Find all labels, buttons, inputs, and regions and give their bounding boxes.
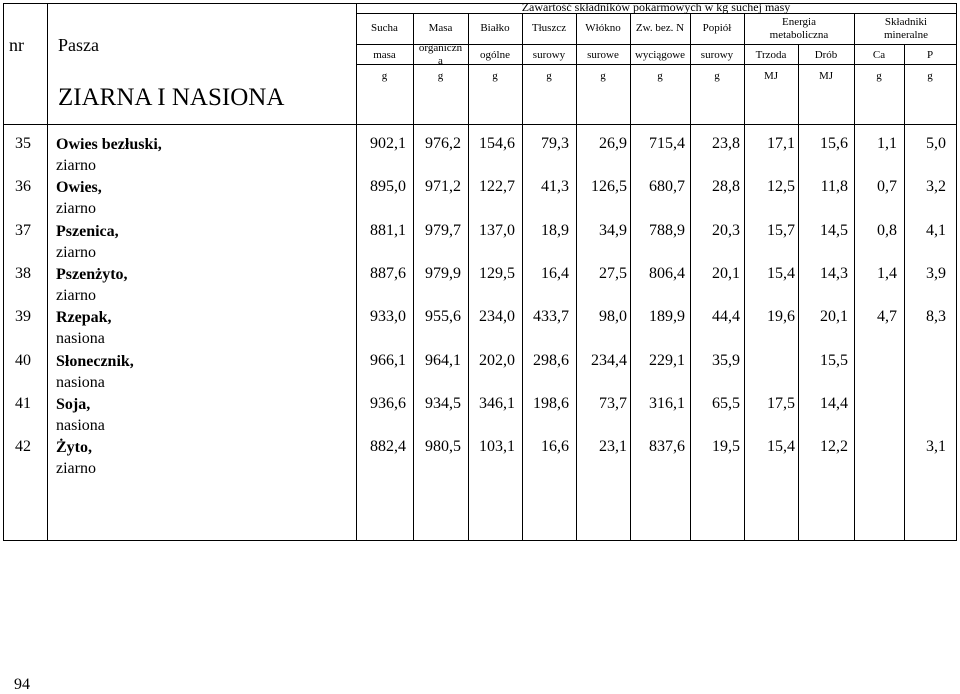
table-cell: 126,5 (591, 178, 627, 195)
col-header-skladniki: Składniki mineralne (884, 16, 928, 41)
table-cell: 8,3 (926, 308, 946, 325)
table-cell: 35,9 (712, 352, 740, 369)
table-cell: 346,1 (479, 395, 515, 412)
table-cell: 979,9 (425, 265, 461, 282)
table-cell: 234,0 (479, 308, 515, 325)
col-header-bialko: Białko (480, 22, 510, 34)
table-cell: 15,4 (767, 265, 795, 282)
table-cell: 79,3 (541, 135, 569, 152)
feed-name: Soja, (56, 396, 91, 413)
table-cell: 966,1 (370, 352, 406, 369)
row-feed-name (56, 178, 102, 198)
table-cell: 680,7 (649, 178, 685, 195)
col-subheader-surowy-2: surowy (700, 49, 734, 61)
unit-label: g (657, 70, 663, 82)
table-cell: 20,1 (712, 265, 740, 282)
row-nr: 37 (15, 222, 31, 239)
col-subheader-ogolne: ogólne (480, 49, 510, 61)
unit-label: MJ (818, 70, 834, 82)
table-cell: 976,2 (425, 135, 461, 152)
table-cell: 5,0 (926, 135, 946, 152)
col-divider (47, 3, 48, 541)
col-subheader-p: P (926, 49, 934, 61)
feed-form: nasiona (56, 374, 105, 391)
feed-form: ziarno (56, 460, 96, 477)
col-subheader-organiczna: organiczna (418, 42, 463, 67)
table-cell: 14,4 (820, 395, 848, 412)
table-cell: 936,6 (370, 395, 406, 412)
table-cell: 137,0 (479, 222, 515, 239)
feed-form: ziarno (56, 287, 96, 304)
row-nr: 36 (15, 178, 31, 195)
table-cell: 16,6 (541, 438, 569, 455)
table-cell: 65,5 (712, 395, 740, 412)
col-header-energia: Energia metaboliczna (769, 16, 829, 41)
col-subheader-masa: masa (373, 49, 396, 61)
unit-label: MJ (763, 70, 779, 82)
col-header-wlokno: Włókno (585, 22, 621, 34)
feed-form: ziarno (56, 244, 96, 261)
table-cell: 934,5 (425, 395, 461, 412)
table-cell: 15,6 (820, 135, 848, 152)
feed-name: Słonecznik, (56, 353, 134, 370)
table-cell: 788,9 (649, 222, 685, 239)
table-cell: 23,1 (599, 438, 627, 455)
table-cell: 202,0 (479, 352, 515, 369)
col-subheader-surowy: surowy (532, 49, 566, 61)
unit-label: g (600, 70, 606, 82)
row-feed-name (56, 438, 92, 458)
feed-name: Żyto, (56, 439, 92, 456)
table-cell: 316,1 (649, 395, 685, 412)
table-cell: 11,8 (820, 178, 848, 195)
unit-label: g (546, 70, 552, 82)
table-right-border (956, 3, 957, 541)
table-cell: 15,5 (820, 352, 848, 369)
unit-label: g (381, 70, 388, 82)
feed-name: Owies, (56, 179, 102, 196)
table-cell: 41,3 (541, 178, 569, 195)
table-cell: 979,7 (425, 222, 461, 239)
feed-form: nasiona (56, 330, 105, 347)
table-cell: 17,1 (767, 135, 795, 152)
unit-label: g (927, 70, 933, 82)
feed-name: Rzepak, (56, 309, 112, 326)
header-nr: nr (9, 35, 24, 55)
col-subheader-drob: Drób (814, 49, 838, 61)
table-cell: 154,6 (479, 135, 515, 152)
table-cell: 20,1 (820, 308, 848, 325)
row-feed-name (56, 135, 162, 155)
row-feed-name (56, 222, 119, 242)
row-nr: 41 (15, 395, 31, 412)
unit-label: g (492, 70, 498, 82)
table-cell: 19,5 (712, 438, 740, 455)
table-cell: 14,5 (820, 222, 848, 239)
col-header-zw-bez-n: Zw. bez. N (635, 22, 685, 34)
table-cell: 189,9 (649, 308, 685, 325)
col-subheader-wyciagowe: wyciągowe (634, 49, 686, 61)
table-cell: 881,1 (370, 222, 406, 239)
unit-label: g (876, 70, 882, 82)
table-cell: 44,4 (712, 308, 740, 325)
feed-form: nasiona (56, 417, 105, 434)
table-cell: 73,7 (599, 395, 627, 412)
table-cell: 806,4 (649, 265, 685, 282)
table-cell: 103,1 (479, 438, 515, 455)
table-cell: 26,9 (599, 135, 627, 152)
table-cell: 23,8 (712, 135, 740, 152)
table-cell: 1,1 (877, 135, 897, 152)
table-cell: 16,4 (541, 265, 569, 282)
table-cell: 17,5 (767, 395, 795, 412)
col-subheader-ca: Ca (872, 49, 886, 61)
table-cell: 12,2 (820, 438, 848, 455)
table-cell: 4,7 (877, 308, 897, 325)
table-cell: 198,6 (533, 395, 569, 412)
table-cell: 15,4 (767, 438, 795, 455)
table-cell: 895,0 (370, 178, 406, 195)
feed-name: Owies bezłuski, (56, 136, 162, 153)
table-cell: 971,2 (425, 178, 461, 195)
unit-label: g (437, 70, 444, 82)
table-cell: 3,2 (926, 178, 946, 195)
row-nr: 38 (15, 265, 31, 282)
header-bottom-border (3, 124, 957, 125)
table-left-border (3, 3, 4, 541)
table-cell: 19,6 (767, 308, 795, 325)
table-cell: 18,9 (541, 222, 569, 239)
col-header-tluszcz: Tłuszcz (531, 22, 567, 34)
table-cell: 20,3 (712, 222, 740, 239)
table-cell: 129,5 (479, 265, 515, 282)
feed-form: ziarno (56, 157, 96, 174)
table-cell: 3,1 (926, 438, 946, 455)
table-cell: 933,0 (370, 308, 406, 325)
row-nr: 40 (15, 352, 31, 369)
unit-label: g (714, 70, 720, 82)
row-feed-name (56, 265, 128, 285)
col-header-masa: Masa (428, 22, 453, 34)
header-group-title: Zawartość składników pokarmowych w kg suchej masy (521, 0, 791, 14)
section-title: ZIARNA I NASIONA (58, 84, 285, 111)
table-cell: 0,7 (877, 178, 897, 195)
row-nr: 35 (15, 135, 31, 152)
row-feed-name (56, 395, 90, 415)
row-nr: 42 (15, 438, 31, 455)
table-cell: 980,5 (425, 438, 461, 455)
row-nr: 39 (15, 308, 31, 325)
col-header-popiol: Popiół (702, 22, 732, 34)
table-cell: 229,1 (649, 352, 685, 369)
col-subheader-trzoda: Trzoda (755, 49, 787, 61)
col-divider (904, 44, 905, 541)
table-cell: 0,8 (877, 222, 897, 239)
header-pasza: Pasza (58, 35, 99, 55)
feed-name: Pszenżyto, (56, 266, 128, 283)
table-cell: 902,1 (370, 135, 406, 152)
table-cell: 12,5 (767, 178, 795, 195)
page-number: 94 (14, 676, 30, 693)
col-header-sucha: Sucha (371, 22, 398, 34)
table-cell: 715,4 (649, 135, 685, 152)
table-cell: 27,5 (599, 265, 627, 282)
table-cell: 34,9 (599, 222, 627, 239)
row-feed-name (56, 308, 112, 328)
table-cell: 433,7 (533, 308, 569, 325)
table-cell: 122,7 (479, 178, 515, 195)
table-cell: 882,4 (370, 438, 406, 455)
table-cell: 887,6 (370, 265, 406, 282)
table-cell: 3,9 (926, 265, 946, 282)
table-bottom-border (3, 540, 957, 541)
table-cell: 15,7 (767, 222, 795, 239)
table-cell: 1,4 (877, 265, 897, 282)
table-cell: 98,0 (599, 308, 627, 325)
row-feed-name (56, 352, 134, 372)
table-cell: 964,1 (425, 352, 461, 369)
table-cell: 837,6 (649, 438, 685, 455)
feed-name: Pszenica, (56, 223, 119, 240)
col-divider (798, 44, 799, 541)
feed-form: ziarno (56, 200, 96, 217)
table-cell: 234,4 (591, 352, 627, 369)
table-cell: 298,6 (533, 352, 569, 369)
table-cell: 4,1 (926, 222, 946, 239)
table-cell: 28,8 (712, 178, 740, 195)
col-subheader-surowe: surowe (587, 49, 619, 61)
table-cell: 955,6 (425, 308, 461, 325)
table-cell: 14,3 (820, 265, 848, 282)
